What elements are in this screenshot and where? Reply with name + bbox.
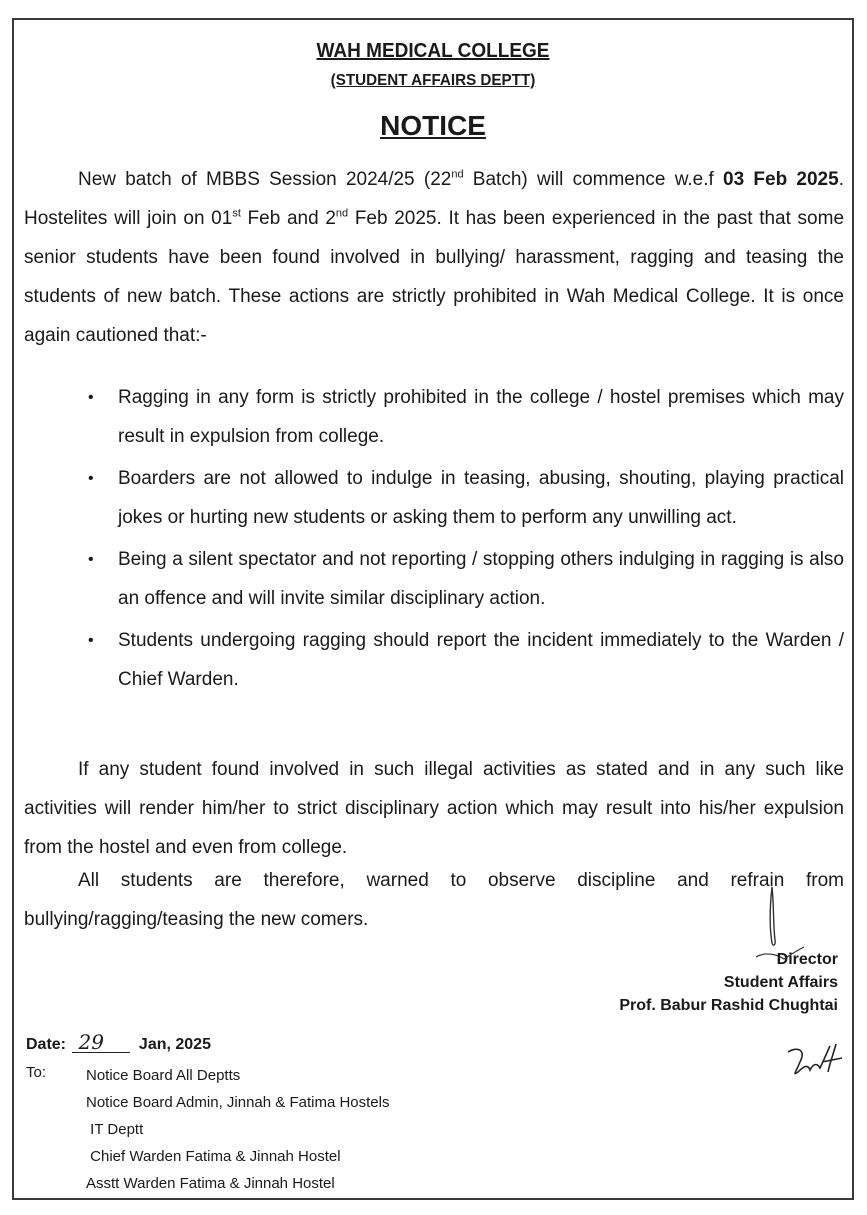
rule-item: • Ragging in any form is strictly prohibited in the college / hostel premises which may result in expulsion from college.: [88, 378, 844, 456]
distribution-label: To:: [26, 1064, 47, 1081]
college-name: WAH MEDICAL COLLEGE: [316, 40, 550, 62]
start-date: 03 Feb 2025: [723, 169, 839, 190]
signatory-office: Student Affairs: [723, 974, 838, 991]
date-line: [26, 1032, 211, 1054]
intro-paragraph: New batch of MBBS Session 2024/25 (22nd Batch) will commence w.e.f 03 Feb 2025. Hostelites will join on 01st Feb and 2nd Feb 2025. It has been experienced in the past that some senior students have been found involved in bullying/ harassment, ragging and teasing the students of new batch. These actions are strictly prohibited in Wah Medical College. It is once again cautioned that:-: [24, 168, 845, 346]
recipient-item: Asstt Warden Fatima & Jinnah Hostel: [86, 1175, 335, 1192]
initials-icon: [784, 1042, 844, 1082]
recipient-item: Chief Warden Fatima & Jinnah Hostel: [86, 1148, 341, 1165]
recipient-item: IT Deptt: [86, 1121, 144, 1138]
bullet-icon: •: [88, 470, 94, 487]
signatory-name: Prof. Babur Rashid Chughtai: [619, 997, 838, 1014]
rules-list: [88, 378, 844, 702]
bullet-icon: •: [88, 632, 94, 649]
bullet-icon: •: [88, 551, 94, 568]
consequence-paragraph: If any student found involved in such illegal activities as stated and in any such like activities will render him/her to strict disciplinary action which may result into his/her expulsion from the hostel and even from college.: [24, 759, 844, 858]
rule-item: • Boarders are not allowed to indulge in teasing, abusing, shouting, playing practical jokes or hurting new students or asking them to perform any unwilling act.: [88, 459, 844, 537]
distribution-list: [86, 1062, 389, 1197]
bullet-icon: •: [88, 389, 94, 406]
rule-item: • Being a silent spectator and not reporting / stopping others indulging in ragging is also an offence and will invite similar disciplinary action.: [88, 540, 844, 618]
date-month-year: Jan, 2025: [138, 1036, 211, 1053]
date-label: Date:: [26, 1036, 67, 1053]
recipient-item: Notice Board Admin, Jinnah & Fatima Hostels: [86, 1094, 390, 1111]
rule-item: • Students undergoing ragging should report the incident immediately to the Warden / Chief Warden.: [88, 621, 844, 699]
date-day-handwritten: 29: [72, 1032, 130, 1053]
signatory-designation: Director: [776, 951, 838, 968]
signature-block: [619, 948, 838, 1017]
notice-page: [12, 18, 854, 1200]
department-name: (STUDENT AFFAIRS DEPTT): [330, 72, 536, 89]
warning-paragraph: All students are therefore, warned to observe discipline and refrain from bullying/ragging/teasing the new comers.: [24, 870, 844, 930]
notice-title: NOTICE: [380, 110, 486, 141]
recipient-item: Notice Board All Deptts: [86, 1067, 241, 1084]
